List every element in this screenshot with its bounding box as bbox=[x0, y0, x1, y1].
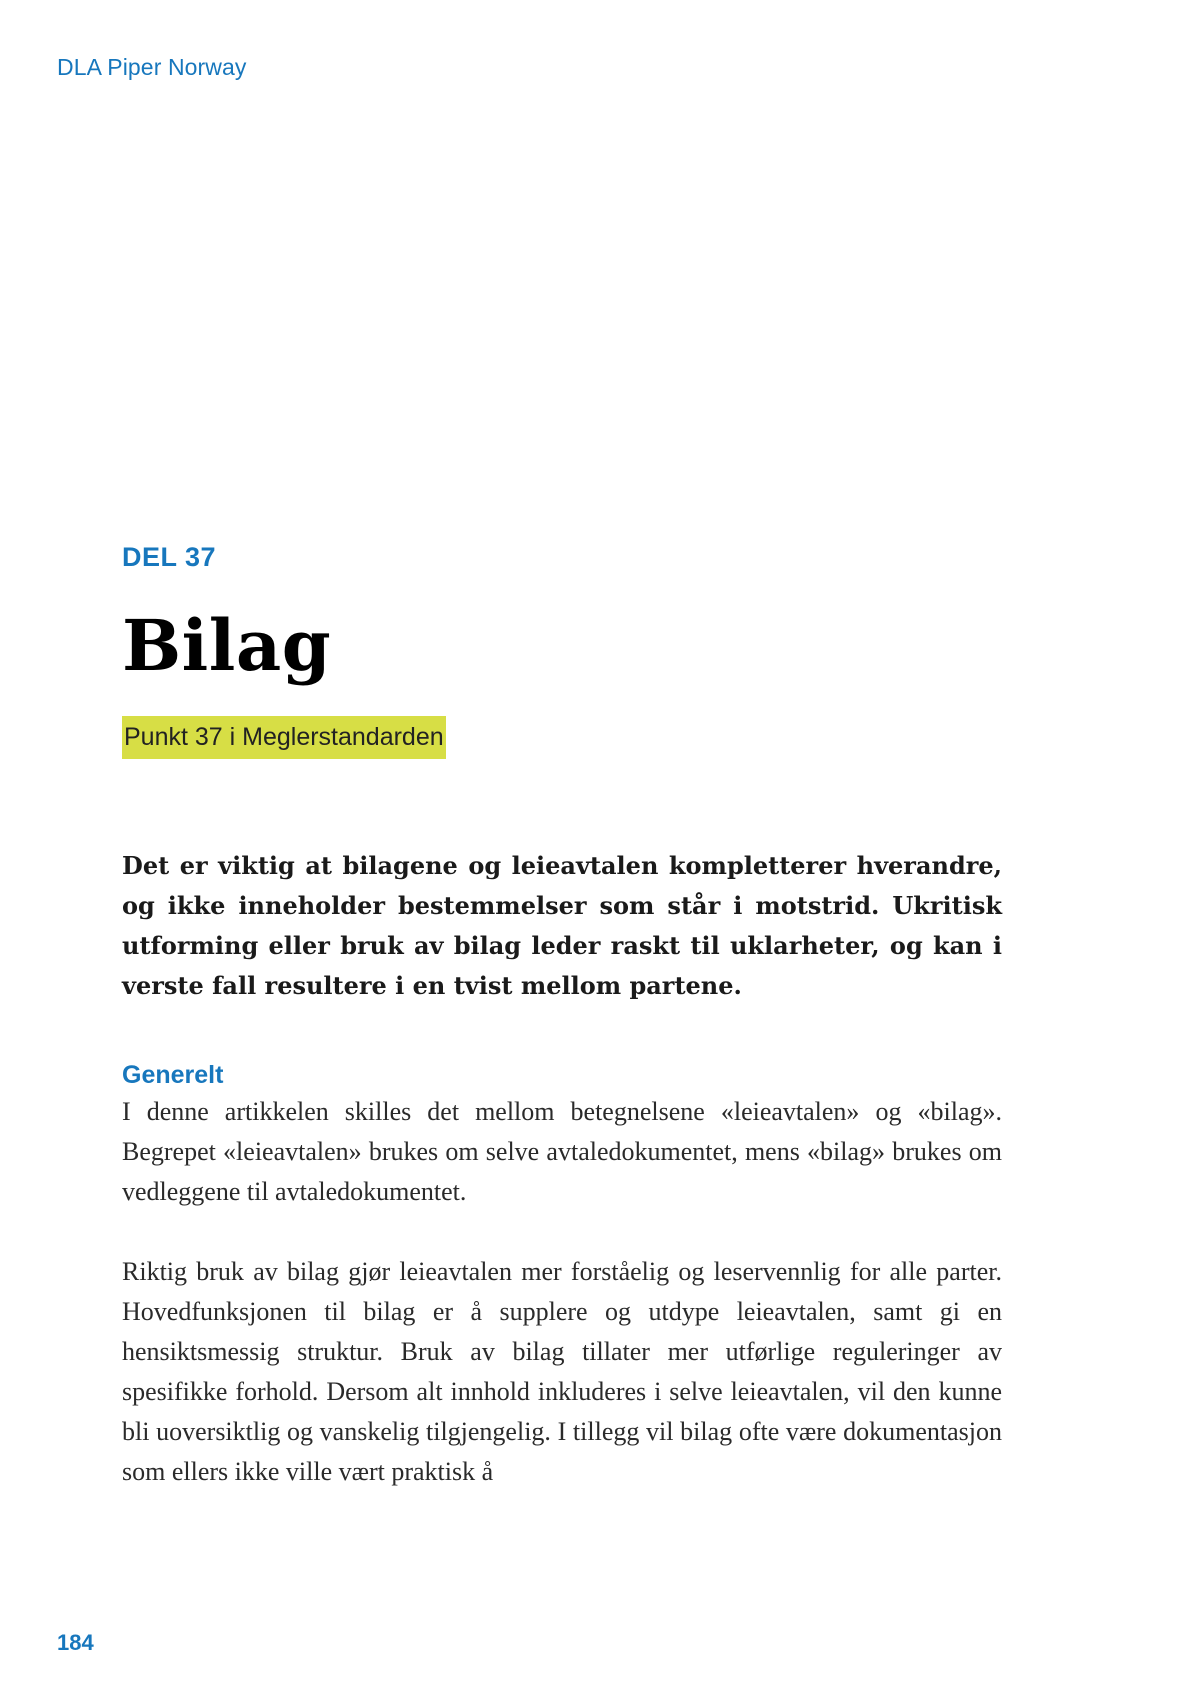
chapter-subtitle-highlight: Punkt 37 i Meglerstandarden bbox=[122, 716, 446, 759]
body-paragraph: Riktig bruk av bilag gjør leieavtalen mer forståelig og leservennlig for alle parter. Hovedfunksjonen til bilag er å supplere og utdype leieavtalen, samt gi en hensiktsmessig struktur. Bruk av bilag tillater mer utførlige reguleringer av spesifikke forhold. Dersom alt innhold inkluderes i selve leieavtalen, vil den kunne bli uoversiktlig og vanskelig tilgjengelig. I tillegg vil bilag ofte være dokumentasjon som ellers ikke ville vært praktisk å bbox=[122, 1257, 1002, 1486]
section-heading: Generelt bbox=[122, 1061, 224, 1089]
chapter-heading-block bbox=[122, 540, 1002, 759]
page-number: 184 bbox=[57, 1630, 94, 1655]
lead-paragraph: Det er viktig at bilagene og leieavtalen kompletterer hverandre, og ikke inneholder bestemmelser som står i motstrid. Ukritisk utforming eller bruk av bilag leder raskt til uklarheter, og kan i verste fall resultere i en tvist mellom partene. bbox=[122, 851, 1002, 1000]
chapter-label: DEL 37 bbox=[122, 542, 217, 572]
body-paragraph: I denne artikkelen skilles det mellom betegnelsene «leieavtalen» og «bilag». Begrepet «leieavtalen» brukes om selve avtaledokumentet, mens «bilag» brukes om vedleggene til avtaledokumentet. bbox=[122, 1097, 1002, 1206]
chapter-title: Bilag bbox=[122, 604, 332, 687]
running-header: DLA Piper Norway bbox=[57, 54, 247, 80]
article-body bbox=[122, 846, 1002, 1492]
